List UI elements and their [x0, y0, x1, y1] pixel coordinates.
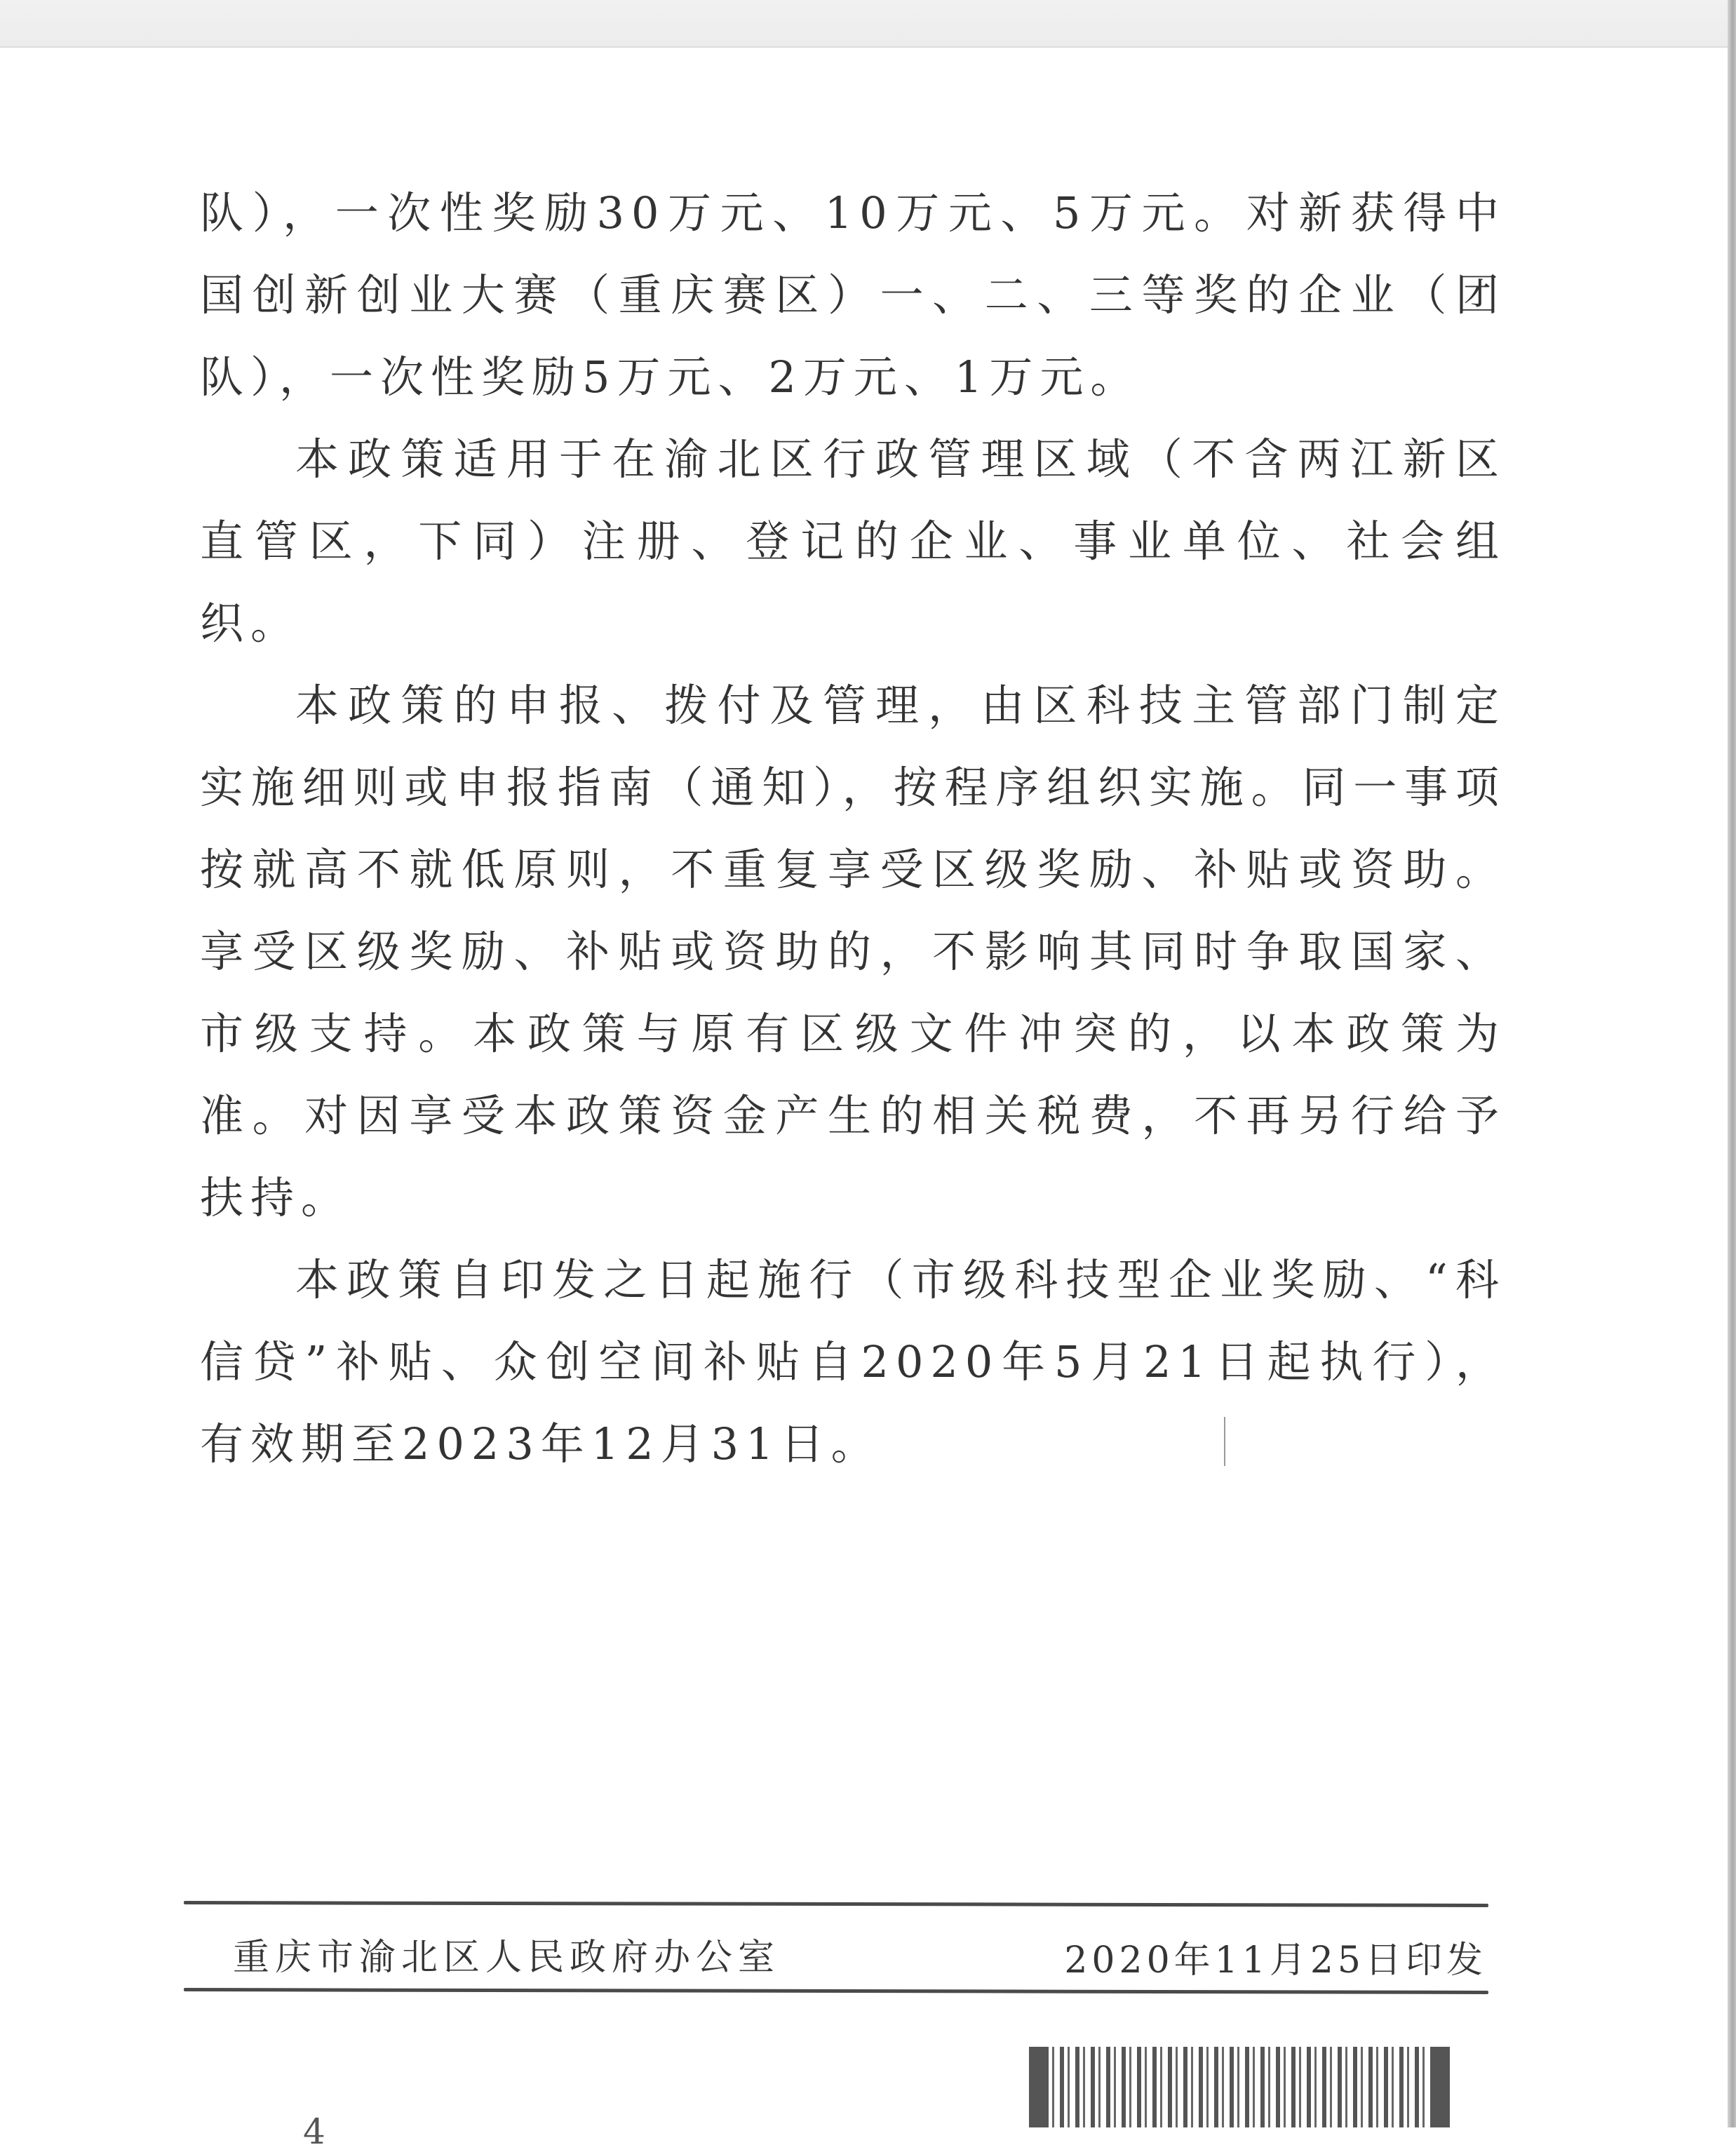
- issuing-office: 重庆市渝北区人民政府办公室: [233, 1937, 781, 1979]
- paragraph-award-amounts: 队），一次性奖励30万元、10万元、5万元。对新获得中国创新创业大赛（重庆赛区）一、二、三等奖的企业（团队），一次性奖励5万元、2万元、1万元。: [200, 187, 1506, 403]
- paragraph-administration: 本政策的申报、拨付及管理，由区科技主管部门制定实施细则或申报指南（通知），按程序组织实施。同一事项按就高不就低原则，不重复享受区级奖励、补贴或资助。享受区级奖励、补贴或资助的，不影响其同时争取国家、市级支持。本政策与原有区级文件冲突的，以本政策为准。对因享受本政策资金产生的相关税费，不再另行给予扶持。: [200, 680, 1506, 1223]
- page-number: 4: [303, 2111, 325, 2152]
- barcode-start-guard: [1029, 2047, 1044, 2127]
- footer-rule-top: [184, 1901, 1488, 1907]
- paragraph-scope: 本政策适用于在渝北区行政管理区域（不含两江新区直管区，下同）注册、登记的企业、事业单位、社会组织。: [200, 433, 1506, 649]
- issue-date: 2020年11月25日印发: [1064, 1939, 1487, 1982]
- paragraph-effective-date: 本政策自印发之日起施行（市级科技型企业奖励、“科信贷”补贴、众创空间补贴自2020年5月21日起执行），有效期至2023年12月31日。: [200, 1254, 1506, 1470]
- pdf417-barcode-icon: [1029, 2047, 1450, 2127]
- document-body: [200, 172, 1506, 1485]
- barcode-stop-guard: [1434, 2047, 1450, 2127]
- footer-rule-bottom: [184, 1988, 1488, 1994]
- scan-top-edge: [0, 0, 1736, 48]
- scan-right-edge-shadow: [1728, 0, 1736, 2127]
